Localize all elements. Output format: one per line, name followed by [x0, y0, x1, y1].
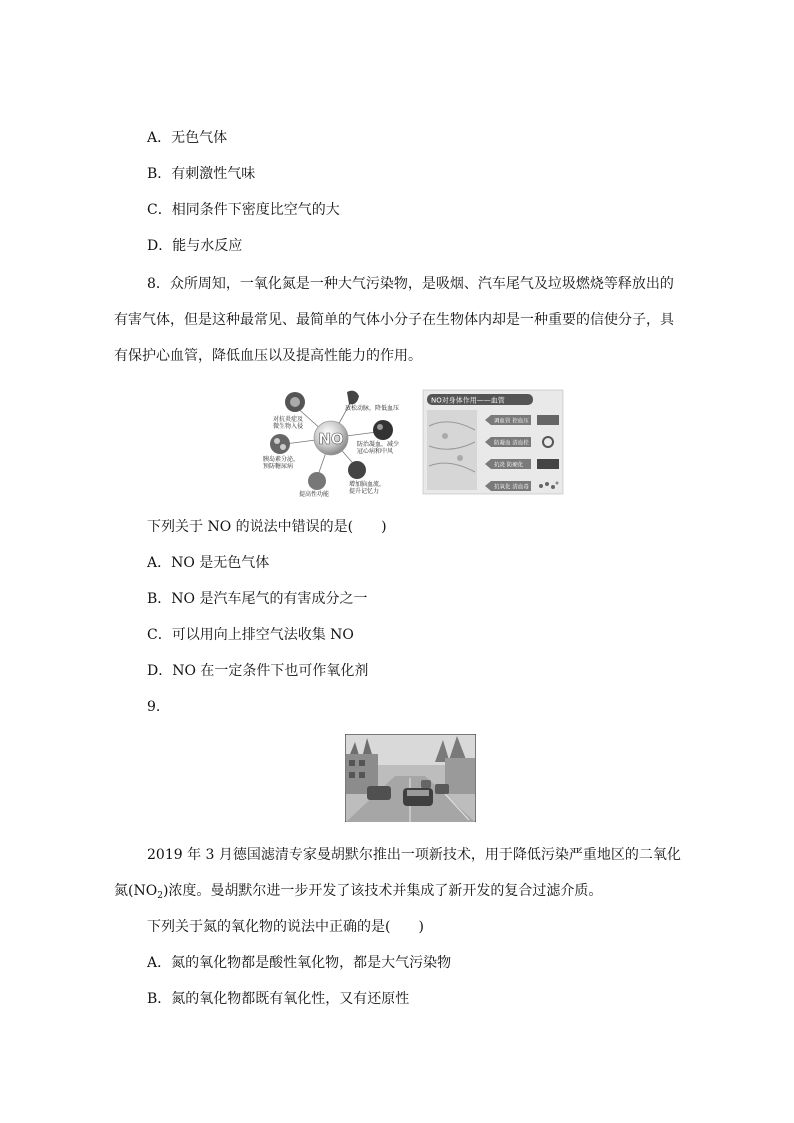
label-blood-pressure: 放松动脉，降低血压 [345, 405, 400, 412]
panel-title: NO对身体作用——血管 [431, 396, 505, 405]
thumb-1 [537, 415, 559, 425]
no-function-figure [255, 386, 565, 498]
q8-option-d: D．NO 在一定条件下也可作氧化剂 [147, 663, 369, 679]
q9-paragraph-line-2 [114, 882, 602, 905]
insulin-image [270, 434, 290, 454]
q9-option-a: A．氮的氧化物都是酸性氧化物，都是大气污染物 [147, 955, 452, 971]
brain-image [348, 461, 366, 479]
label-memory-2: 提升记忆力 [349, 488, 380, 495]
blood-clot-image [373, 420, 393, 440]
option-c: C．相同条件下密度比空气的大 [147, 202, 340, 218]
street-traffic-photo [345, 734, 476, 822]
label-sexual-function: 提高性功能 [299, 491, 330, 498]
q8-paragraph-line-1: 8．众所周知，一氧化氮是一种大气污染物，是吸烟、汽车尾气及垃圾燃烧等释放出的 [147, 276, 674, 292]
no-effects-diagram [263, 391, 399, 498]
q8-option-c: C．可以用向上排空气法收集 NO [147, 627, 354, 643]
option-a: A．无色气体 [147, 130, 228, 146]
vascular-panel [423, 390, 563, 494]
q8-question: 下列关于 NO 的说法中错误的是( ) [147, 519, 387, 535]
q9-question: 下列关于氮的氧化物的说法中正确的是( ) [147, 919, 424, 935]
option-d: D．能与水反应 [147, 238, 243, 254]
label-coagulation-2: 冠心病和中风 [357, 448, 394, 455]
no-center-label: NO [318, 430, 344, 448]
q9-number: 9. [147, 699, 161, 715]
label-memory-1: 增加脑血流， [349, 481, 386, 488]
panel-item-3: 抗炎 防硬化 [494, 462, 524, 469]
label-insulin-2: 预防糖尿病 [263, 463, 294, 470]
label-inflammation-2: 微生物入侵 [273, 423, 304, 430]
q8-paragraph-line-3: 有保护心血管，降低血压以及提高性能力的作用。 [114, 348, 422, 364]
option-b: B．有刺激性气味 [147, 166, 256, 182]
no2-subscript: 2 [157, 891, 163, 901]
label-inflammation-1: 对抗炎症及 [273, 416, 304, 423]
q9-option-b: B．氮的氧化物都既有氧化性，又有还原性 [147, 991, 410, 1007]
panel-item-1: 调血管 控血压 [494, 418, 529, 425]
label-insulin-1: 胰岛素分泌， [263, 456, 300, 463]
q8-paragraph-line-2: 有害气体，但是这种最常见、最简单的气体小分子在生物体内却是一种重要的信使分子，具 [114, 312, 674, 328]
q9-line2-start: 氮(NO [114, 883, 158, 899]
q8-option-a: A．NO 是无色气体 [147, 555, 270, 571]
panel-item-4: 抗氧化 清血毒 [494, 484, 529, 491]
q9-paragraph-line-1: 2019 年 3 月德国滤清专家曼胡默尔推出一项新技术，用于降低污染严重地区的二氧化 [147, 847, 681, 863]
sexual-function-image [308, 472, 326, 490]
q9-line2-end: )浓度。曼胡默尔进一步开发了该技术并集成了新开发的复合过滤介质。 [162, 883, 603, 899]
artery-image [347, 391, 359, 405]
label-coagulation-1: 防治凝血，减少 [357, 441, 400, 448]
panel-item-2: 防凝血 清血栓 [494, 440, 529, 447]
thumb-3 [537, 459, 559, 469]
q8-option-b: B．NO 是汽车尾气的有害成分之一 [147, 591, 368, 607]
